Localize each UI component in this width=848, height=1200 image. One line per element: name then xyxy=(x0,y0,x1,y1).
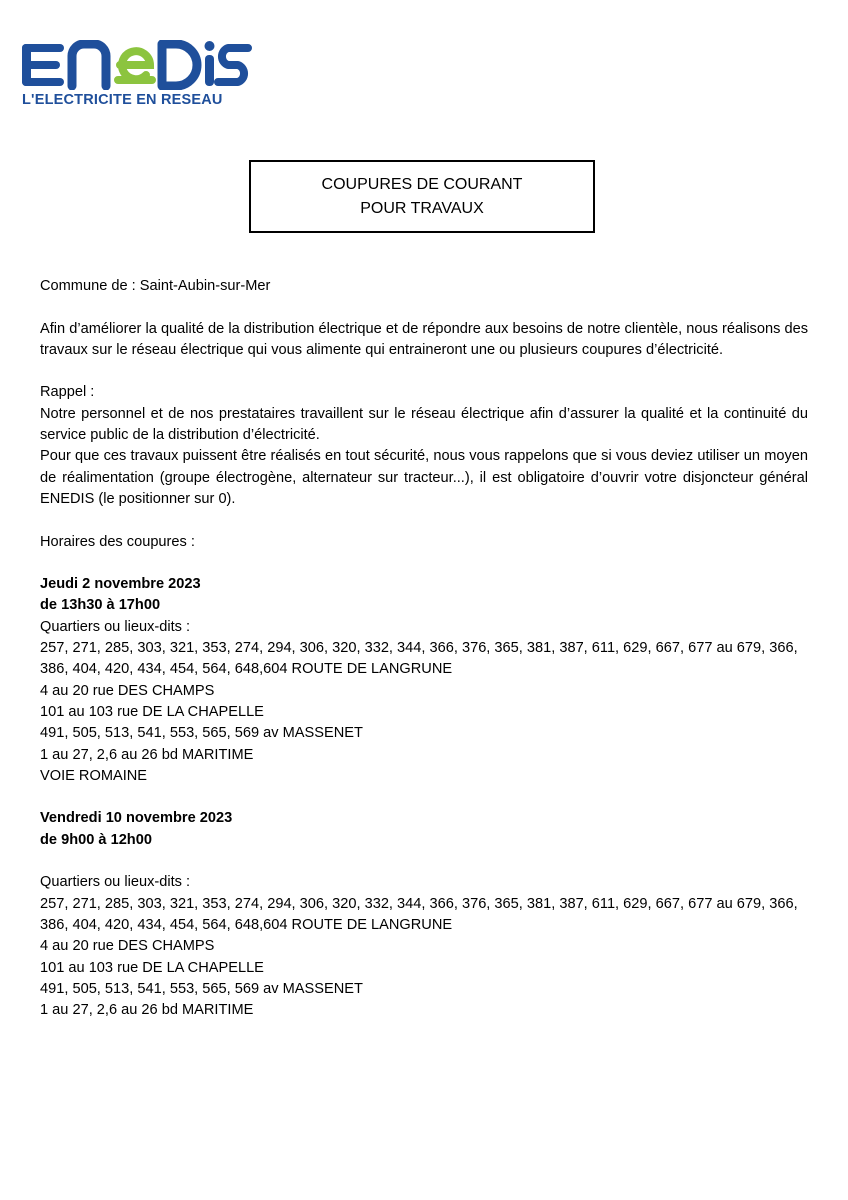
enedis-logo xyxy=(22,40,252,112)
enedis-wordmark-icon xyxy=(22,40,252,90)
address-line: 491, 505, 513, 541, 553, 565, 569 av MASSENET xyxy=(40,725,363,742)
title-box xyxy=(249,160,595,233)
address-line: VOIE ROMAINE xyxy=(40,767,148,784)
logo-letter-s xyxy=(218,48,248,82)
address-line: 1 au 27, 2,6 au 26 bd MARITIME xyxy=(40,746,254,763)
coupure-date: Vendredi 10 novembre 2023 xyxy=(40,810,233,827)
address-line: 257, 271, 285, 303, 321, 353, 274, 294, 306, 320, 332, 344, 366, 376, 365, 381, 387, 611, 629, 667, 677 au 679, 366, xyxy=(40,640,798,657)
intro-paragraph: Afin d’améliorer la qualité de la distribution électrique et de répondre aux besoins de notre clientèle, nous réalisons des travaux sur le réseau électrique qui vous alimente qui entraineront une ou plusieurs coupures d’électricité. xyxy=(40,320,808,358)
coupure-block-2 xyxy=(40,808,808,1021)
coupure-date: Jeudi 2 novembre 2023 xyxy=(40,576,201,593)
coupure-block-1 xyxy=(40,574,808,787)
logo-letter-d xyxy=(162,44,197,86)
address-line: 101 au 103 rue DE LA CHAPELLE xyxy=(40,959,264,976)
title-line-1: COUPURES DE COURANT xyxy=(321,176,523,193)
logo-letter-i xyxy=(205,55,214,86)
address-line: 257, 271, 285, 303, 321, 353, 274, 294, 306, 320, 332, 344, 366, 376, 365, 381, 387, 611, 629, 667, 677 au 679, 366, xyxy=(40,895,798,912)
logo-letter-n xyxy=(72,44,106,86)
logo-i-dot xyxy=(205,41,215,51)
address-line: 491, 505, 513, 541, 553, 565, 569 av MASSENET xyxy=(40,980,363,997)
logo-letter-e-green xyxy=(118,51,152,80)
logo-letter-e1 xyxy=(22,44,64,86)
quartiers-label: Quartiers ou lieux-dits : xyxy=(40,618,191,635)
rappel-heading: Rappel : xyxy=(40,384,95,401)
coupure-time: de 13h30 à 17h00 xyxy=(40,597,161,614)
title-line-2: POUR TRAVAUX xyxy=(360,200,484,217)
commune-line: Commune de : Saint-Aubin-sur-Mer xyxy=(40,278,271,294)
document-body xyxy=(40,276,808,1021)
address-line: 386, 404, 420, 434, 454, 564, 648,604 ROUTE DE LANGRUNE xyxy=(40,661,453,678)
logo-tagline: L'ELECTRICITE EN RESEAU xyxy=(22,92,223,108)
address-line: 101 au 103 rue DE LA CHAPELLE xyxy=(40,703,264,720)
horaires-heading: Horaires des coupures : xyxy=(40,533,195,550)
rappel-paragraph-2: Pour que ces travaux puissent être réalisés en tout sécurité, nous vous rappelons que si vous deviez utiliser un moyen de réalimentation (groupe électrogène, alternateur sur tracteur...), il est obligatoire d’ouvrir votre disjoncteur général ENEDIS (le positionner sur 0). xyxy=(40,448,808,507)
coupure-time: de 9h00 à 12h00 xyxy=(40,831,152,848)
rappel-paragraph-1: Notre personnel et de nos prestataires travaillent sur le réseau électrique afin d’assurer la qualité et la continuité du service public de la distribution d’électricité. xyxy=(40,405,808,444)
address-line: 1 au 27, 2,6 au 26 bd MARITIME xyxy=(40,1002,254,1019)
quartiers-label: Quartiers ou lieux-dits : xyxy=(40,874,191,891)
address-line: 4 au 20 rue DES CHAMPS xyxy=(40,682,215,699)
address-line: 386, 404, 420, 434, 454, 564, 648,604 ROUTE DE LANGRUNE xyxy=(40,916,453,933)
address-line: 4 au 20 rue DES CHAMPS xyxy=(40,938,215,955)
